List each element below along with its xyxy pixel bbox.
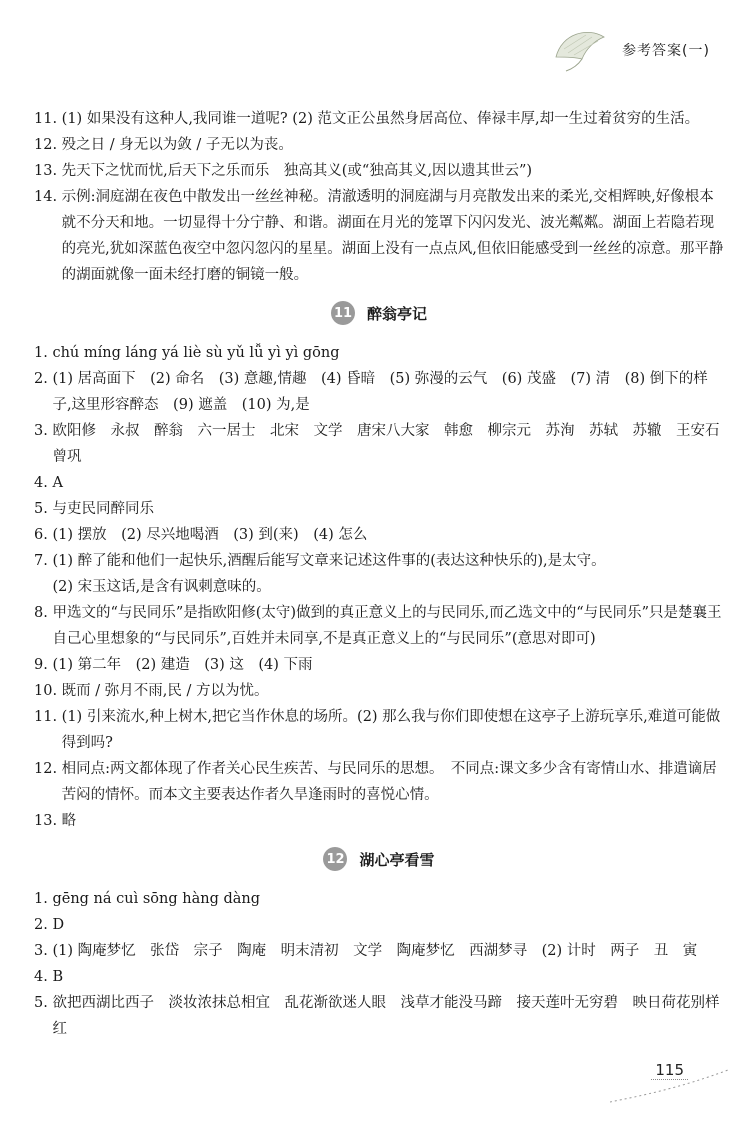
- item-text: 既而 / 弥月不雨,民 / 方以为忧。: [61, 683, 269, 699]
- item-text: 与吏民同醉同乐: [52, 501, 154, 517]
- item-number: 13.: [34, 163, 62, 179]
- item-text: (1) 醉了能和他们一起快乐,酒醒后能写文章来记述这件事的(表达这种快乐的),是太守。 (2) 宋玉这话,是含有讽刺意味的。: [52, 553, 606, 595]
- item-number: 9.: [34, 657, 53, 673]
- list-item: [34, 496, 724, 522]
- item-text: 先天下之忧而忧,后天下之乐而乐 独高其义(或“独高其义,因以遗其世云”): [61, 163, 533, 179]
- list-item: [34, 600, 724, 652]
- item-text: 欧阳修 永叔 醉翁 六一居士 北宋 文学 唐宋八大家 韩愈 柳宗元 苏洵 苏轼 苏辙 王安石 曾巩: [52, 423, 734, 465]
- item-number: 5.: [34, 501, 53, 517]
- list-item: [34, 158, 724, 184]
- list-item: [34, 964, 724, 990]
- item-number: 12.: [34, 137, 62, 153]
- section-heading-12: [34, 842, 724, 876]
- item-number: 1.: [34, 345, 53, 361]
- item-text: 略: [61, 813, 77, 829]
- item-number: 11.: [34, 709, 62, 725]
- item-text: (1) 引来流水,种上树木,把它当作休息的场所。(2) 那么我与你们即使想在这亭子上游玩享乐,难道可能做得到吗?: [61, 709, 721, 751]
- list-item: [34, 522, 724, 548]
- item-text: (1) 陶庵梦忆 张岱 宗子 陶庵 明末清初 文学 陶庵梦忆 西湖梦寻 (2) 计时 两子 丑 寅: [52, 943, 698, 959]
- list-item: [34, 938, 724, 964]
- list-item: [34, 132, 724, 158]
- list-item: [34, 418, 734, 470]
- item-number: 7.: [34, 553, 53, 569]
- list-item: [34, 678, 724, 704]
- list-item: [34, 340, 724, 366]
- section-number-badge: 11: [331, 301, 355, 325]
- item-number: 2.: [34, 917, 53, 933]
- list-item: [34, 548, 724, 600]
- item-number: 3.: [34, 943, 53, 959]
- item-text: A: [52, 475, 63, 491]
- list-item: [34, 366, 724, 418]
- ginkgo-leaf-icon: [548, 27, 618, 73]
- item-text: D: [52, 917, 65, 933]
- item-text: 相同点:两文都体现了作者关心民生疾苦、与民同乐的思想。 不同点:课文多少含有寄情山水、排遣谪居苦闷的情怀。而本文主要表达作者久旱逢雨时的喜悦心情。: [61, 761, 717, 803]
- item-number: 3.: [34, 423, 53, 439]
- list-item: [34, 808, 724, 834]
- item-number: 14.: [34, 189, 62, 205]
- list-item: [34, 886, 724, 912]
- item-text: B: [52, 969, 64, 985]
- list-item: [34, 990, 724, 1042]
- item-number: 6.: [34, 527, 53, 543]
- list-item: [34, 106, 724, 132]
- item-text: (1) 第二年 (2) 建造 (3) 这 (4) 下雨: [52, 657, 313, 673]
- item-number: 12.: [34, 761, 62, 777]
- list-item: [34, 704, 724, 756]
- item-text: 欲把西湖比西子 淡妆浓抹总相宜 乱花渐欲迷人眼 浅草才能没马蹄 接天莲叶无穷碧 映日荷花别样红: [52, 995, 720, 1037]
- item-number: 4.: [34, 969, 53, 985]
- list-item: [34, 912, 724, 938]
- list-item: [34, 756, 724, 808]
- item-text: chú míng láng yá liè sù yǔ lǚ yì yì gōng: [52, 345, 340, 361]
- list-item: [34, 470, 724, 496]
- section-heading-11: [34, 296, 724, 330]
- item-text: 示例:洞庭湖在夜色中散发出一丝丝神秘。清澈透明的洞庭湖与月亮散发出来的柔光,交相辉映,好像根本就不分天和地。一切显得十分宁静、和谐。湖面在月光的笼罩下闪闪发光、波光粼粼。湖面上若隐若现的亮光,犹如深蓝色夜空中忽闪忽闪的星星。湖面上没有一点点风,但依旧能感受到一丝丝的凉意。那平静的湖面就像一面未经打磨的铜镜一般。: [61, 189, 724, 283]
- item-number: 5.: [34, 995, 53, 1011]
- section-title: 醉翁亭记: [366, 304, 427, 323]
- item-number: 8.: [34, 605, 53, 621]
- item-number: 10.: [34, 683, 62, 699]
- section-title: 湖心亭看雪: [359, 850, 435, 869]
- item-number: 1.: [34, 891, 53, 907]
- item-number: 11.: [34, 111, 62, 127]
- page-header: [548, 30, 710, 70]
- header-title: 参考答案(一): [622, 43, 710, 59]
- item-text: gēng ná cuì sōng hàng dàng: [52, 891, 261, 907]
- item-text: (1) 如果没有这种人,我同谁一道呢? (2) 范文正公虽然身居高位、俸禄丰厚,却一生过着贫穷的生活。: [61, 111, 700, 127]
- page-number: 115: [651, 1061, 688, 1080]
- item-number: 4.: [34, 475, 53, 491]
- list-item: [34, 184, 724, 288]
- item-text: 殁之日 / 身无以为敛 / 子无以为丧。: [61, 137, 293, 153]
- list-item: [34, 652, 724, 678]
- item-text: (1) 居高面下 (2) 命名 (3) 意趣,情趣 (4) 昏暗 (5) 弥漫的云气 (6) 茂盛 (7) 清 (8) 倒下的样子,这里形容醉态 (9) 遮盖 (10) 为,是: [52, 371, 708, 413]
- item-number: 2.: [34, 371, 53, 387]
- item-text: 甲选文的“与民同乐”是指欧阳修(太守)做到的真正意义上的与民同乐,而乙选文中的“与民同乐”只是楚襄王自己心里想象的“与民同乐”,百姓并未同享,不是真正意义上的“与民同乐”(意思对即可): [52, 605, 722, 647]
- item-number: 13.: [34, 813, 62, 829]
- answer-content: [34, 106, 734, 1042]
- item-text: (1) 摆放 (2) 尽兴地喝酒 (3) 到(来) (4) 怎么: [52, 527, 368, 543]
- section-number-badge: 12: [323, 847, 347, 871]
